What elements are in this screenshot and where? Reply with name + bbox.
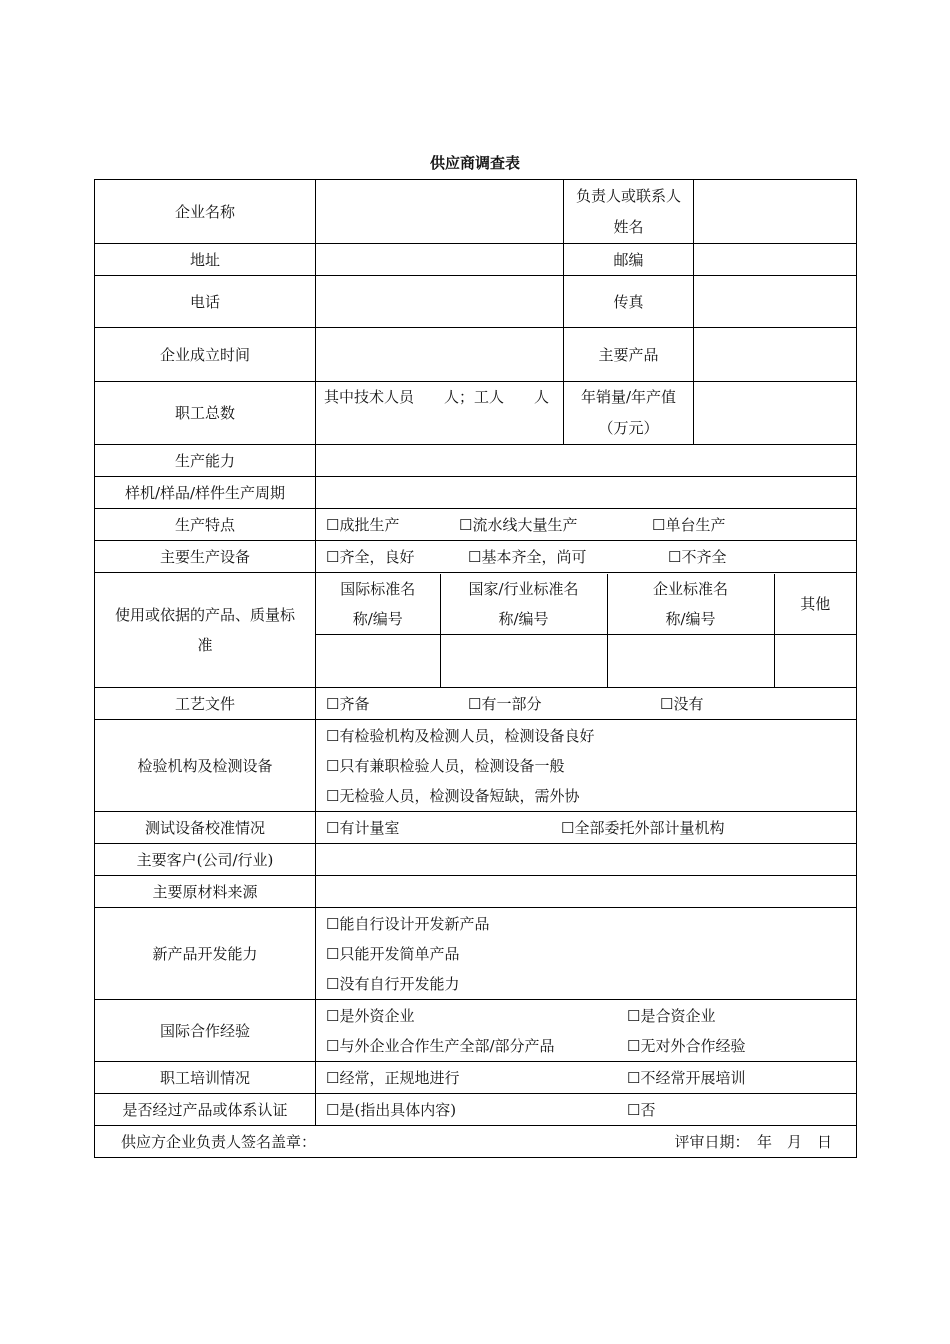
capacity-label: 生产能力 [95, 445, 316, 477]
staff-total-label: 职工总数 [95, 382, 316, 445]
training-options [316, 1062, 857, 1094]
option-complete-good[interactable]: ☐齐全，良好 [326, 547, 415, 566]
intl-standard-header: 国际标准名称/编号 [316, 574, 440, 635]
supplier-survey-form [94, 179, 857, 1158]
main-products-field[interactable] [694, 328, 857, 382]
option-part-time-inspectors[interactable]: ☐只有兼职检验人员，检测设备一般 [326, 756, 565, 775]
postcode-field[interactable] [694, 244, 857, 276]
cycle-field[interactable] [316, 477, 857, 509]
inspection-options [316, 720, 857, 812]
address-label: 地址 [95, 244, 316, 276]
option-complete[interactable]: ☐齐备 [326, 694, 370, 713]
founded-label: 企业成立时间 [95, 328, 316, 382]
standards-label: 使用或依据的产品、质量标准 [95, 573, 316, 688]
materials-field[interactable] [316, 876, 857, 908]
option-no-cooperation[interactable]: ☐无对外合作经验 [627, 1036, 746, 1055]
option-irregular-training[interactable]: ☐不经常开展培训 [627, 1068, 746, 1087]
option-incomplete[interactable]: ☐不齐全 [668, 547, 727, 566]
certification-label: 是否经过产品或体系认证 [95, 1094, 316, 1126]
development-label: 新产品开发能力 [95, 908, 316, 1000]
option-no-development[interactable]: ☐没有自行开发能力 [326, 974, 460, 993]
phone-label: 电话 [95, 276, 316, 328]
company-name-field[interactable] [316, 180, 564, 244]
option-joint-venture[interactable]: ☐是合资企业 [627, 1006, 716, 1025]
cycle-label: 样机/样品/样件生产周期 [95, 477, 316, 509]
address-field[interactable] [316, 244, 564, 276]
footer-row [95, 1126, 857, 1158]
option-mostly-complete[interactable]: ☐基本齐全，尚可 [468, 547, 587, 566]
option-single-unit[interactable]: ☐单台生产 [652, 515, 726, 534]
option-regular-training[interactable]: ☐经常，正规地进行 [326, 1068, 460, 1087]
fax-label: 传真 [564, 276, 694, 328]
enterprise-standard-field[interactable] [607, 635, 774, 687]
option-certified-yes[interactable]: ☐是(指出具体内容) [326, 1100, 457, 1119]
fax-field[interactable] [694, 276, 857, 328]
certification-options [316, 1094, 857, 1126]
option-certified-no[interactable]: ☐否 [627, 1100, 656, 1119]
option-simple-products[interactable]: ☐只能开发简单产品 [326, 944, 460, 963]
staff-breakdown-field[interactable]: 其中技术人员 人；工人 人 [316, 382, 564, 445]
option-metrology-lab[interactable]: ☐有计量室 [326, 818, 400, 837]
option-has-inspection-dept[interactable]: ☐有检验机构及检测人员，检测设备良好 [326, 726, 595, 745]
calibration-options [316, 812, 857, 844]
other-standard-field[interactable] [774, 635, 856, 687]
calibration-label: 测试设备校准情况 [95, 812, 316, 844]
training-label: 职工培训情况 [95, 1062, 316, 1094]
phone-field[interactable] [316, 276, 564, 328]
standards-grid [316, 573, 857, 688]
option-external-metrology[interactable]: ☐全部委托外部计量机构 [561, 818, 725, 837]
development-options [316, 908, 857, 1000]
other-standard-header: 其他 [774, 574, 856, 635]
cooperation-label: 国际合作经验 [95, 1000, 316, 1062]
national-standard-header: 国家/行业标准名称/编号 [440, 574, 607, 635]
option-batch-production[interactable]: ☐成批生产 [326, 515, 400, 534]
process-docs-label: 工艺文件 [95, 688, 316, 720]
option-partial[interactable]: ☐有一部分 [468, 694, 542, 713]
option-foreign-enterprise[interactable]: ☐是外资企业 [326, 1006, 415, 1025]
postcode-label: 邮编 [564, 244, 694, 276]
sales-field[interactable] [694, 382, 857, 445]
equipment-options [316, 541, 857, 573]
features-options [316, 509, 857, 541]
equipment-label: 主要生产设备 [95, 541, 316, 573]
option-assembly-line[interactable]: ☐流水线大量生产 [459, 515, 578, 534]
capacity-field[interactable] [316, 445, 857, 477]
option-independent-design[interactable]: ☐能自行设计开发新产品 [326, 914, 490, 933]
review-date-label: 评审日期： 年 月 日 [674, 1132, 832, 1151]
founded-field[interactable] [316, 328, 564, 382]
form-title: 供应商调查表 [429, 154, 520, 172]
contact-field[interactable] [694, 180, 857, 244]
main-products-label: 主要产品 [564, 328, 694, 382]
features-label: 生产特点 [95, 509, 316, 541]
intl-standard-field[interactable] [316, 635, 440, 687]
sales-label: 年销量/年产值（万元） [564, 382, 694, 445]
customers-field[interactable] [316, 844, 857, 876]
cooperation-options [316, 1000, 857, 1062]
signature-label: 供应方企业负责人签名盖章： [121, 1132, 317, 1151]
materials-label: 主要原材料来源 [95, 876, 316, 908]
option-none[interactable]: ☐没有 [660, 694, 704, 713]
company-name-label: 企业名称 [95, 180, 316, 244]
process-docs-options [316, 688, 857, 720]
customers-label: 主要客户(公司/行业) [95, 844, 316, 876]
enterprise-standard-header: 企业标准名称/编号 [607, 574, 774, 635]
contact-label: 负责人或联系人姓名 [564, 180, 694, 244]
national-standard-field[interactable] [440, 635, 607, 687]
option-cooperative-production[interactable]: ☐与外企业合作生产全部/部分产品 [326, 1036, 555, 1055]
inspection-label: 检验机构及检测设备 [95, 720, 316, 812]
option-no-inspectors[interactable]: ☐无检验人员，检测设备短缺，需外协 [326, 786, 580, 805]
